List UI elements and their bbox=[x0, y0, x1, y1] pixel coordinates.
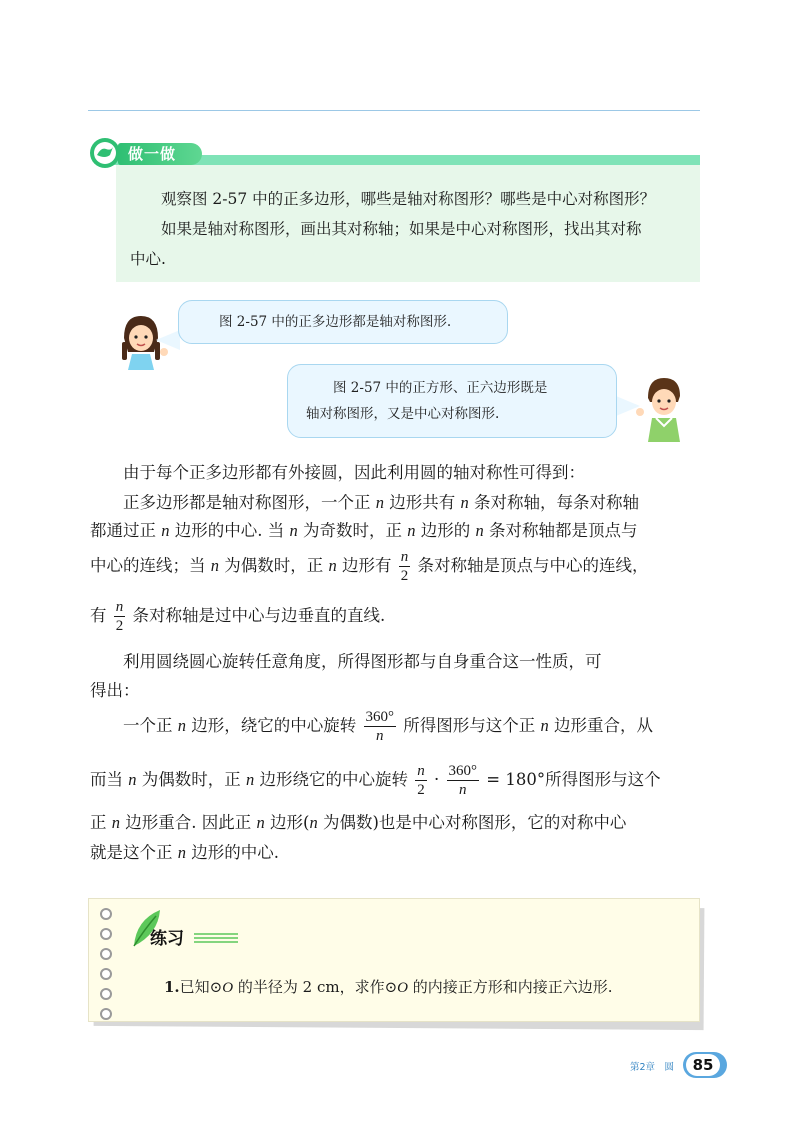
notebook-ring-icon bbox=[100, 928, 112, 940]
paragraph-line bbox=[90, 518, 638, 544]
fraction-numerator: n bbox=[400, 549, 409, 565]
text: 边形，绕它的中心旋转 bbox=[191, 716, 357, 735]
var-n: n bbox=[540, 716, 549, 735]
text: 为偶数时，正 bbox=[141, 770, 241, 789]
fraction-numerator: n bbox=[417, 763, 425, 779]
chapter-label: 第2章 圆 bbox=[630, 1062, 675, 1073]
text: 所得图形与这个正 bbox=[403, 716, 536, 735]
paragraph-line bbox=[90, 678, 140, 704]
practice-item bbox=[164, 976, 613, 997]
var-n: n bbox=[407, 521, 416, 540]
text: 边形绕它的中心旋转 bbox=[259, 770, 408, 789]
text: 而当 bbox=[90, 770, 123, 789]
text: 就是这个正 bbox=[90, 843, 173, 862]
activity-tag: 做一做 bbox=[118, 143, 202, 165]
paragraph-line bbox=[90, 596, 385, 636]
paragraph bbox=[90, 460, 585, 486]
boy-illustration bbox=[632, 372, 694, 442]
text: 为奇数时，正 bbox=[303, 521, 402, 540]
fraction-numerator: 360° bbox=[365, 709, 394, 725]
text: 条对称轴是顶点与中心的连线， bbox=[417, 556, 649, 575]
activity-line: 观察图 2-57 中的正多边形，哪些是轴对称图形？哪些是中心对称图形？ bbox=[161, 190, 656, 208]
activity-hands-icon bbox=[88, 137, 122, 169]
text: 由于每个正多边形都有外接圆，因此利用圆的轴对称性可得到： bbox=[123, 463, 585, 482]
item-number: 1. bbox=[164, 978, 180, 996]
var-n: n bbox=[475, 521, 484, 540]
notebook-ring-icon bbox=[100, 988, 112, 1000]
text: 都通过正 bbox=[90, 521, 156, 540]
fraction-n-over-2 bbox=[399, 548, 411, 585]
title-underline-lines bbox=[194, 932, 238, 944]
boy-speech-text: 轴对称图形，又是中心对称图形. bbox=[306, 406, 500, 422]
text: 已知⊙ bbox=[179, 978, 223, 996]
text: 边形的中心. 当 bbox=[174, 521, 285, 540]
var-n: n bbox=[375, 493, 384, 512]
text: 边形共有 bbox=[389, 493, 456, 512]
text: 正多边形都是轴对称图形，一个正 bbox=[123, 493, 371, 512]
var-n: n bbox=[309, 813, 318, 832]
girl-speech-bubble bbox=[178, 300, 508, 344]
text: 利用圆绕圆心旋转任意角度，所得图形都与自身重合这一性质，可 bbox=[123, 652, 602, 671]
text: 条对称轴都是顶点与 bbox=[489, 521, 638, 540]
text: 条对称轴，每条对称轴 bbox=[474, 493, 639, 512]
boy-speech-text: 图 2-57 中的正方形、正六边形既是 bbox=[333, 380, 548, 396]
text: 一个正 bbox=[123, 716, 173, 735]
var-O: O bbox=[397, 980, 408, 996]
activity-text bbox=[130, 184, 690, 274]
text: 为偶数时，正 bbox=[224, 556, 324, 575]
var-n: n bbox=[177, 716, 186, 735]
fraction-denominator: 2 bbox=[417, 782, 425, 798]
fraction-denominator: n bbox=[459, 782, 467, 798]
var-n: n bbox=[210, 556, 219, 575]
var-n: n bbox=[177, 843, 186, 862]
paragraph-line bbox=[90, 810, 626, 836]
text: 边形的 bbox=[420, 521, 471, 540]
page-number: 85 bbox=[686, 1054, 720, 1076]
text: 条对称轴是过中心与边垂直的直线. bbox=[132, 606, 386, 625]
notebook-ring-icon bbox=[100, 968, 112, 980]
var-O: O bbox=[222, 980, 234, 996]
paragraph bbox=[90, 649, 602, 675]
var-n: n bbox=[246, 770, 255, 789]
girl-speech-text: 图 2-57 中的正多边形都是轴对称图形. bbox=[219, 314, 452, 330]
fraction-360-over-n bbox=[447, 762, 480, 799]
notebook-ring-icon bbox=[100, 948, 112, 960]
var-n: n bbox=[111, 813, 120, 832]
fraction-360-over-n bbox=[364, 708, 397, 745]
boy-speech-bubble bbox=[287, 364, 617, 438]
multiply-dot: · bbox=[434, 770, 440, 789]
var-n: n bbox=[256, 813, 265, 832]
notebook-ring-icon bbox=[100, 908, 112, 920]
text: 有 bbox=[90, 606, 107, 625]
text: 边形( bbox=[270, 813, 310, 832]
fraction-numerator: n bbox=[115, 599, 124, 615]
paragraph bbox=[90, 490, 639, 516]
var-n: n bbox=[128, 770, 137, 789]
fraction-denominator: 2 bbox=[400, 568, 409, 584]
text: 为偶数)也是中心对称图形，它的对称中心 bbox=[322, 813, 627, 832]
practice-title: 练习 bbox=[150, 929, 184, 949]
text: 边形的中心. bbox=[191, 843, 279, 862]
notebook-ring-icon bbox=[100, 1008, 112, 1020]
fraction-numerator: 360° bbox=[448, 763, 477, 779]
bubble-tail bbox=[156, 330, 180, 350]
text: 正 bbox=[90, 813, 107, 832]
var-n: n bbox=[460, 493, 469, 512]
activity-line: 如果是轴对称图形，画出其对称轴；如果是中心对称图形，找出其对称 bbox=[161, 220, 642, 238]
text: 边形有 bbox=[342, 556, 392, 575]
text: = 180°所得图形与这个 bbox=[486, 770, 661, 789]
fraction-denominator: n bbox=[376, 728, 384, 744]
text: 边形重合. 因此正 bbox=[125, 813, 252, 832]
practice-box bbox=[88, 898, 700, 1022]
paragraph bbox=[90, 706, 653, 746]
fraction-n-over-2 bbox=[114, 598, 126, 635]
paragraph-line bbox=[90, 760, 661, 800]
header-rule bbox=[88, 110, 700, 111]
text: 边形重合，从 bbox=[554, 716, 653, 735]
text: 中心的连线；当 bbox=[90, 556, 206, 575]
var-n: n bbox=[161, 521, 170, 540]
fraction-n-over-2 bbox=[415, 762, 427, 799]
activity-line: 中心. bbox=[130, 250, 166, 268]
text: 得出： bbox=[90, 681, 140, 700]
paragraph-line bbox=[90, 840, 279, 866]
var-n: n bbox=[289, 521, 298, 540]
text: 的半径为 2 cm，求作⊙ bbox=[237, 978, 398, 996]
text: 的内接正方形和内接正六边形. bbox=[412, 978, 613, 996]
var-n: n bbox=[328, 556, 337, 575]
paragraph-line bbox=[90, 546, 649, 586]
fraction-denominator: 2 bbox=[115, 618, 124, 634]
